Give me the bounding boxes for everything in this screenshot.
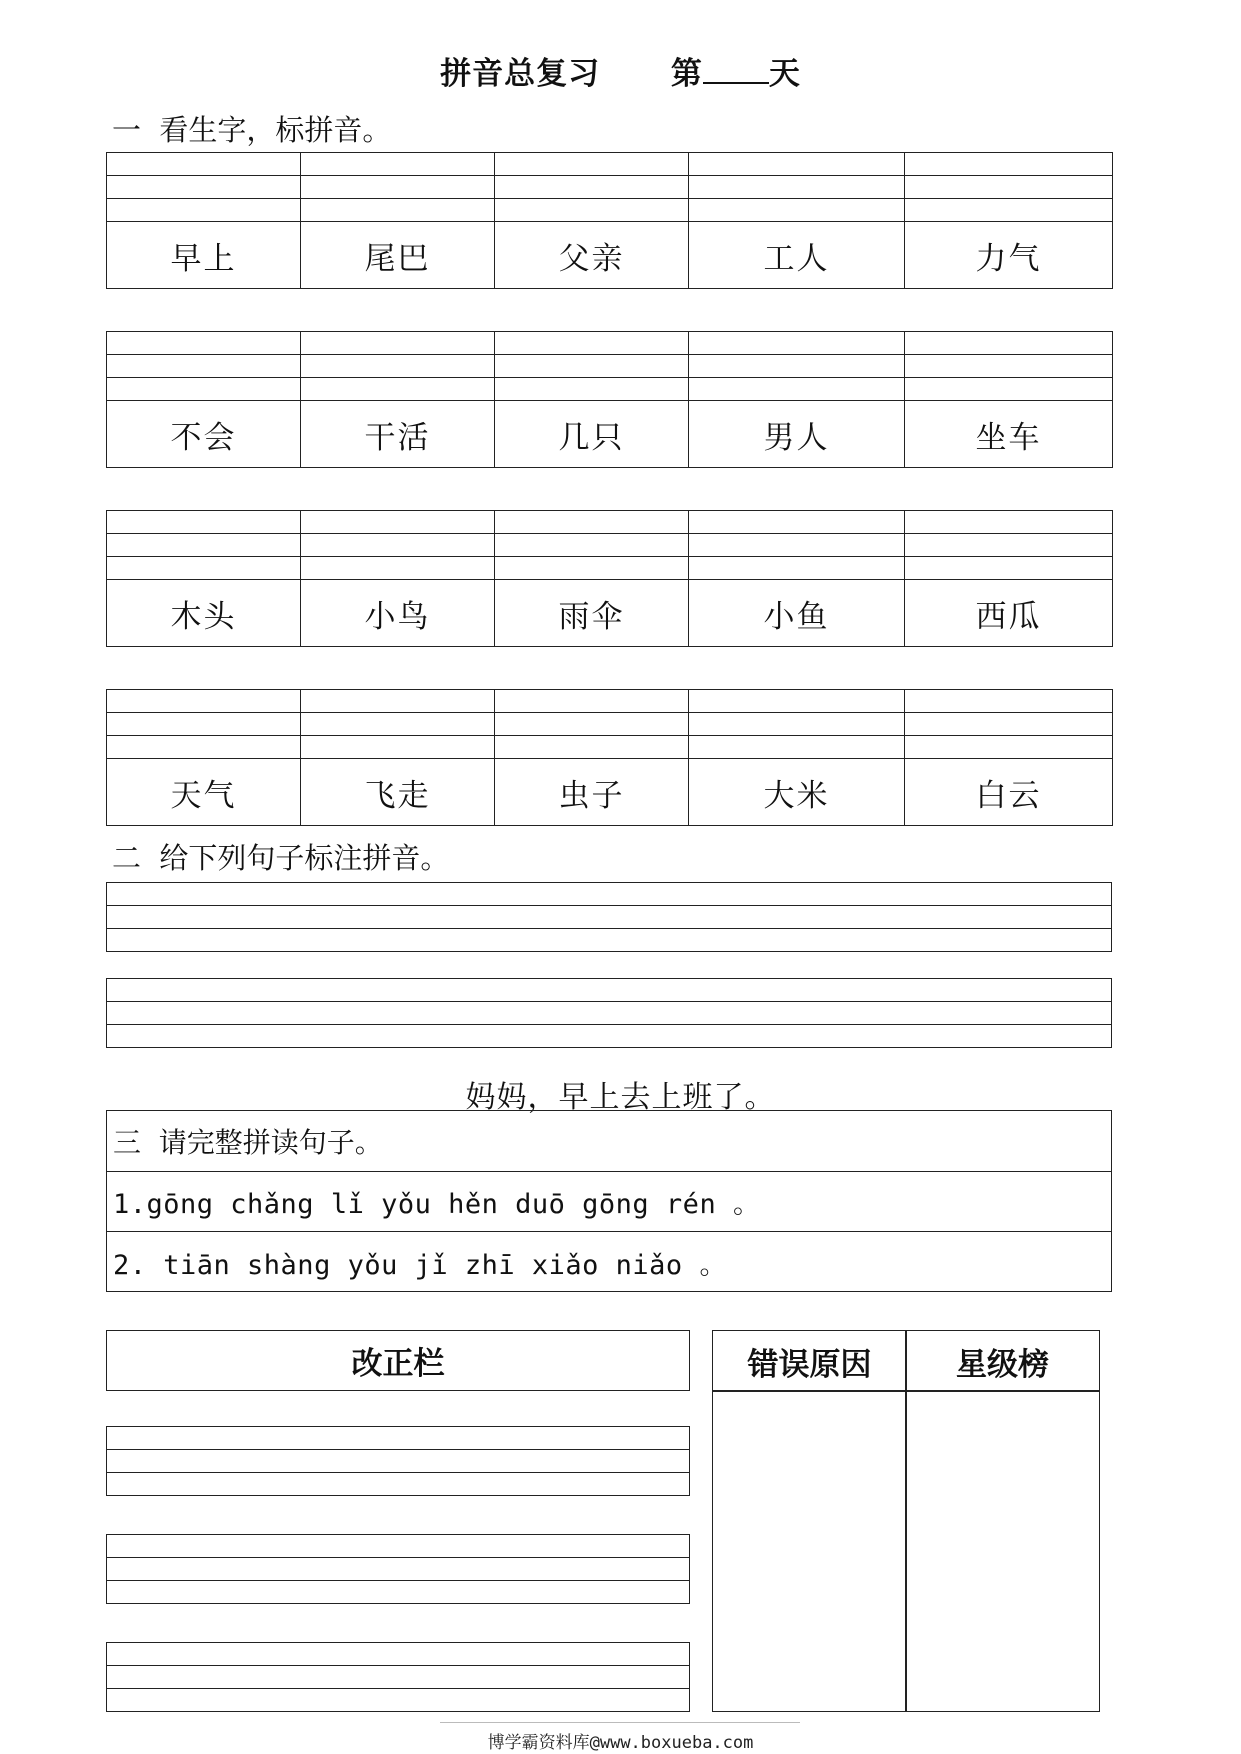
pinyin-guide-line: [905, 556, 1112, 557]
pinyin-input-cell[interactable]: [688, 152, 905, 222]
pinyin-guide-line: [107, 735, 300, 736]
word-cell: 干活: [300, 400, 495, 468]
pinyin-writing-lines-1[interactable]: [106, 882, 1112, 952]
word-cell: 早上: [106, 221, 301, 289]
word-cell: 雨伞: [494, 579, 689, 647]
pinyin-guide-line: [495, 377, 688, 378]
word-cell: 尾巴: [300, 221, 495, 289]
star-ranking-header: 星级榜: [905, 1330, 1100, 1392]
pinyin-guide-line: [905, 175, 1112, 176]
pinyin-guide-line: [107, 712, 300, 713]
footer-divider: [440, 1722, 800, 1723]
pinyin-input-cell[interactable]: [106, 689, 301, 759]
word-cell: 小鸟: [300, 579, 495, 647]
word-cell: 西瓜: [904, 579, 1113, 647]
pinyin-guide-line: [301, 175, 494, 176]
word-cell: 工人: [688, 221, 905, 289]
pinyin-guide-line: [495, 175, 688, 176]
day-blank[interactable]: [703, 58, 769, 84]
pinyin-guide-line: [905, 198, 1112, 199]
error-reason-header: 错误原因: [712, 1330, 907, 1392]
pinyin-input-cell[interactable]: [688, 331, 905, 401]
pinyin-guide-line: [107, 354, 300, 355]
sentence-to-annotate: 妈妈，早上去上班了。: [465, 1080, 776, 1115]
pinyin-input-cell[interactable]: [494, 152, 689, 222]
pinyin-guide-line: [301, 556, 494, 557]
pinyin-input-cell[interactable]: [106, 152, 301, 222]
pinyin-guide-line: [107, 377, 300, 378]
pinyin-input-cell[interactable]: [106, 331, 301, 401]
section2-heading: 二 给下列句子标注拼音。: [112, 841, 450, 875]
page-title: 拼音总复习 第 天: [440, 56, 801, 92]
pinyin-sentence-2: 2. tiān shàng yǒu jǐ zhī xiǎo niǎo 。: [113, 1249, 727, 1281]
pinyin-guide-line: [107, 556, 300, 557]
word-cell: 父亲: [494, 221, 689, 289]
pinyin-guide-line: [905, 712, 1112, 713]
pinyin-guide-line: [689, 556, 904, 557]
pinyin-input-cell[interactable]: [904, 689, 1113, 759]
pinyin-input-cell[interactable]: [300, 510, 495, 580]
pinyin-guide-line: [689, 533, 904, 534]
pinyin-guide-line: [495, 354, 688, 355]
pinyin-guide-line: [301, 198, 494, 199]
word-cell: 小鱼: [688, 579, 905, 647]
word-cell: 虫子: [494, 758, 689, 826]
pinyin-guide-line: [495, 533, 688, 534]
error-reason-cell[interactable]: [712, 1390, 907, 1712]
pinyin-guide-line: [107, 198, 300, 199]
correction-lines-1[interactable]: [106, 1426, 690, 1496]
pinyin-input-cell[interactable]: [494, 689, 689, 759]
section3-heading: 三 请完整拼读句子。: [107, 1111, 1111, 1172]
pinyin-guide-line: [495, 556, 688, 557]
pinyin-input-cell[interactable]: [494, 331, 689, 401]
word-cell: 天气: [106, 758, 301, 826]
pinyin-guide-line: [107, 175, 300, 176]
pinyin-guide-line: [689, 354, 904, 355]
pinyin-input-cell[interactable]: [688, 510, 905, 580]
correction-lines-2[interactable]: [106, 1534, 690, 1604]
pinyin-guide-line: [689, 198, 904, 199]
pinyin-input-cell[interactable]: [300, 152, 495, 222]
pinyin-guide-line: [301, 354, 494, 355]
word-cell: 飞走: [300, 758, 495, 826]
correction-header: 改正栏: [106, 1330, 690, 1391]
correction-lines-3[interactable]: [106, 1642, 690, 1712]
pinyin-guide-line: [301, 533, 494, 534]
pinyin-guide-line: [905, 377, 1112, 378]
pinyin-guide-line: [495, 198, 688, 199]
pinyin-input-cell[interactable]: [904, 510, 1113, 580]
word-cell: 木头: [106, 579, 301, 647]
pinyin-input-cell[interactable]: [494, 510, 689, 580]
pinyin-input-cell[interactable]: [904, 331, 1113, 401]
word-cell: 大米: [688, 758, 905, 826]
word-cell: 坐车: [904, 400, 1113, 468]
pinyin-guide-line: [301, 712, 494, 713]
pinyin-input-cell[interactable]: [300, 689, 495, 759]
pinyin-guide-line: [689, 377, 904, 378]
star-ranking-cell[interactable]: [905, 1390, 1100, 1712]
pinyin-input-cell[interactable]: [688, 689, 905, 759]
pinyin-guide-line: [905, 354, 1112, 355]
pinyin-sentence-1: 1.gōng chǎng lǐ yǒu hěn duō gōng rén 。: [107, 1172, 1111, 1232]
pinyin-guide-line: [301, 377, 494, 378]
footer-watermark: 博学霸资料库@www.boxueba.com: [487, 1733, 754, 1753]
word-cell: 男人: [688, 400, 905, 468]
pinyin-guide-line: [689, 735, 904, 736]
word-cell: 力气: [904, 221, 1113, 289]
pinyin-guide-line: [689, 175, 904, 176]
pinyin-input-cell[interactable]: [300, 331, 495, 401]
pinyin-guide-line: [107, 533, 300, 534]
pinyin-guide-line: [301, 735, 494, 736]
pinyin-input-cell[interactable]: [106, 510, 301, 580]
pinyin-guide-line: [905, 735, 1112, 736]
pinyin-input-cell[interactable]: [904, 152, 1113, 222]
section3-box: [106, 1110, 1112, 1292]
pinyin-guide-line: [905, 533, 1112, 534]
pinyin-writing-lines-2[interactable]: [106, 978, 1112, 1048]
word-cell: 几只: [494, 400, 689, 468]
pinyin-guide-line: [495, 735, 688, 736]
word-cell: 不会: [106, 400, 301, 468]
pinyin-guide-line: [689, 712, 904, 713]
section1-heading: 一 看生字，标拼音。: [112, 113, 392, 147]
word-cell: 白云: [904, 758, 1113, 826]
pinyin-guide-line: [495, 712, 688, 713]
